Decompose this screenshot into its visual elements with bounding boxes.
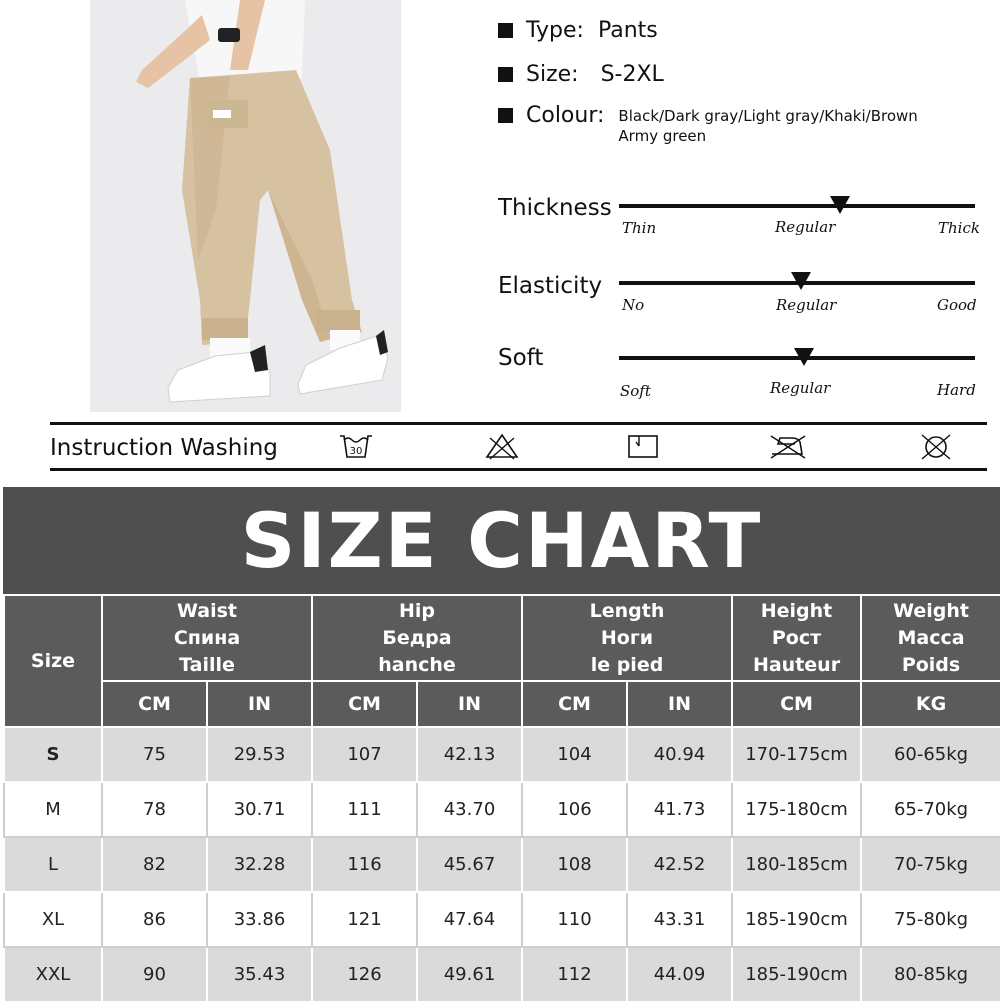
size-label-cell: M	[4, 782, 102, 837]
unit-header: CM	[522, 681, 627, 727]
scale-soft-marker	[794, 348, 814, 366]
table-row	[4, 837, 1000, 892]
table-cell: 90	[102, 947, 207, 1002]
size-chart-table	[3, 594, 1000, 1003]
scale-soft-left: Soft	[620, 382, 651, 400]
size-chart-title: SIZE CHART	[240, 496, 763, 585]
size-label-cell: L	[4, 837, 102, 892]
bullet-square-icon	[498, 23, 513, 38]
table-cell: 108	[522, 837, 627, 892]
table-cell: 45.67	[417, 837, 522, 892]
table-cell: 49.61	[417, 947, 522, 1002]
washing-title: Instruction Washing	[50, 435, 278, 461]
table-cell: 47.64	[417, 892, 522, 947]
spec-type-label: Type:	[526, 18, 584, 43]
spec-size-value: S-2XL	[600, 62, 664, 87]
table-cell: 170-175cm	[732, 727, 861, 782]
bullet-square-icon	[498, 108, 513, 123]
table-cell: 75-80kg	[861, 892, 1000, 947]
scale-soft-right: Hard	[937, 381, 976, 399]
table-cell: 86	[102, 892, 207, 947]
do-not-dry-clean-icon	[918, 432, 952, 460]
table-cell: 175-180cm	[732, 782, 861, 837]
table-cell: 42.13	[417, 727, 522, 782]
table-row	[4, 727, 1000, 782]
unit-header: IN	[417, 681, 522, 727]
spec-colour-label: Colour:	[526, 103, 605, 128]
table-cell: 29.53	[207, 727, 312, 782]
scale-thickness-line	[619, 204, 975, 208]
weight-header: Weight Масса Poids	[861, 595, 1000, 681]
size-label-cell: XXL	[4, 947, 102, 1002]
table-cell: 44.09	[627, 947, 732, 1002]
colour-line-1: Black/Dark gray/Light gray/Khaki/Brown	[618, 107, 918, 125]
table-cell: 107	[312, 727, 417, 782]
scale-elasticity-right: Good	[937, 296, 977, 314]
spec-colour-value	[618, 106, 917, 146]
table-cell: 65-70kg	[861, 782, 1000, 837]
unit-header: IN	[207, 681, 312, 727]
table-cell: 43.70	[417, 782, 522, 837]
table-cell: 60-65kg	[861, 727, 1000, 782]
size-label-cell: S	[4, 727, 102, 782]
table-cell: 80-85kg	[861, 947, 1000, 1002]
scale-elasticity-mid: Regular	[776, 296, 837, 314]
table-cell: 112	[522, 947, 627, 1002]
table-cell: 116	[312, 837, 417, 892]
table-cell: 106	[522, 782, 627, 837]
scale-elasticity-left: No	[622, 296, 645, 314]
table-cell: 33.86	[207, 892, 312, 947]
colour-line-2: Army green	[618, 127, 707, 145]
table-cell: 30.71	[207, 782, 312, 837]
table-cell: 43.31	[627, 892, 732, 947]
table-cell: 32.28	[207, 837, 312, 892]
table-row	[4, 947, 1000, 1002]
wash-30-icon	[338, 432, 372, 460]
spec-size-label: Size:	[526, 62, 579, 87]
table-cell: 75	[102, 727, 207, 782]
size-label-cell: XL	[4, 892, 102, 947]
unit-header: IN	[627, 681, 732, 727]
scale-thickness-left: Thin	[622, 219, 657, 237]
scale-thickness-mid: Regular	[775, 218, 836, 236]
waist-header: Waist Спина Taille	[102, 595, 312, 681]
scale-elasticity-marker	[791, 272, 811, 290]
divider-bottom	[50, 468, 987, 471]
scale-soft-mid: Regular	[770, 379, 831, 397]
scale-elasticity-title: Elasticity	[498, 273, 603, 299]
unit-header: CM	[732, 681, 861, 727]
table-cell: 70-75kg	[861, 837, 1000, 892]
table-cell: 82	[102, 837, 207, 892]
table-row	[4, 892, 1000, 947]
unit-header: KG	[861, 681, 1000, 727]
size-column-header: Size	[4, 595, 102, 727]
scale-thickness-right: Thick	[938, 219, 980, 237]
table-cell: 126	[312, 947, 417, 1002]
divider-top	[50, 422, 987, 425]
tumble-dry-icon	[627, 432, 661, 460]
table-cell: 185-190cm	[732, 892, 861, 947]
scale-thickness-marker	[830, 196, 850, 214]
table-cell: 180-185cm	[732, 837, 861, 892]
do-not-bleach-icon	[484, 432, 518, 460]
table-cell: 42.52	[627, 837, 732, 892]
table-cell: 78	[102, 782, 207, 837]
table-cell: 110	[522, 892, 627, 947]
table-cell: 104	[522, 727, 627, 782]
unit-header: CM	[312, 681, 417, 727]
product-photo	[90, 0, 401, 412]
scale-thickness-title: Thickness	[498, 195, 612, 221]
table-cell: 40.94	[627, 727, 732, 782]
do-not-iron-icon	[768, 432, 808, 460]
bullet-square-icon	[498, 67, 513, 82]
spec-colour	[498, 103, 918, 147]
spec-size	[498, 62, 664, 87]
size-chart-header	[3, 487, 1000, 594]
table-cell: 121	[312, 892, 417, 947]
wash-temp-text: 30	[349, 446, 363, 457]
hip-header: Hip Бедра hanche	[312, 595, 522, 681]
table-cell: 111	[312, 782, 417, 837]
spec-type	[498, 18, 658, 43]
scale-soft-title: Soft	[498, 345, 544, 371]
table-cell: 41.73	[627, 782, 732, 837]
table-cell: 185-190cm	[732, 947, 861, 1002]
spec-type-value: Pants	[597, 18, 658, 43]
table-row	[4, 782, 1000, 837]
table-cell: 35.43	[207, 947, 312, 1002]
height-header: Height Рост Hauteur	[732, 595, 861, 681]
length-header: Length Ноги le pied	[522, 595, 732, 681]
unit-header: CM	[102, 681, 207, 727]
